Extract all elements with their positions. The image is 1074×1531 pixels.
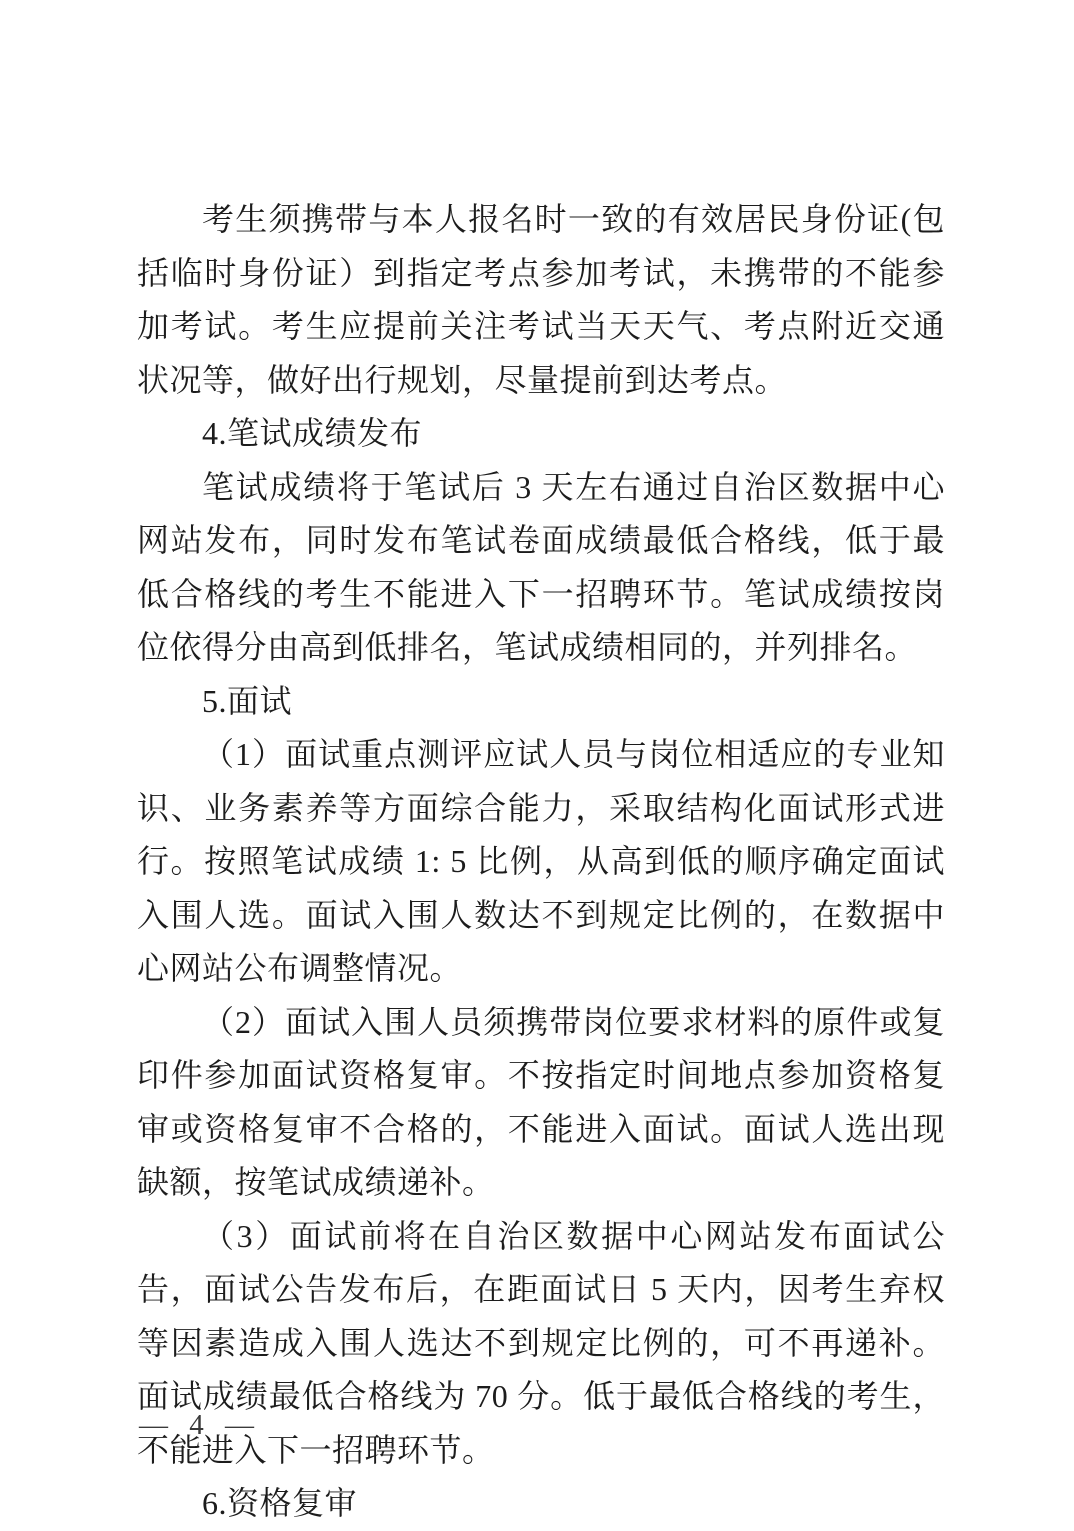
section-heading-written-test-results: 4.笔试成绩发布 xyxy=(202,415,423,451)
paragraph-exam-attendance-requirements: 考生须携带与本人报名时一致的有效居民身份证(包括临时身份证）到指定考点参加考试，未携带的不能参加考试。考生应提前关注考试当天天气、考点附近交通状况等，做好出行规划，尽量提前到达考点。 xyxy=(137,201,945,398)
section-heading-interview: 5.面试 xyxy=(202,682,293,719)
paragraph-interview-item-1: （1）面试重点测评应试人员与岗位相适应的专业知识、业务素养等方面综合能力，采取结构化面试形式进行。按照笔试成绩 1: 5 比例，从高到低的顺序确定面试入围人选。面试入围人数达不到规定比例的，在数据中心网站公布调整情况。 xyxy=(137,736,945,986)
paragraph-interview-item-3: （3）面试前将在自治区数据中心网站发布面试公告，面试公告发布后，在距面试日 5 天内，因考生弃权等因素造成入围人选达不到规定比例的，可不再递补。面试成绩最低合格线为 70 分。低于最低合格线的考生，不能进入下一招聘环节。 xyxy=(137,1217,945,1468)
page-number: — 4 — xyxy=(139,1409,261,1441)
document-body xyxy=(137,193,945,1531)
paragraph-interview-item-2: （2）面试入围人员须携带岗位要求材料的原件或复印件参加面试资格复审。不按指定时间地点参加资格复审或资格复审不合格的，不能进入面试。面试人选出现缺额，按笔试成绩递补。 xyxy=(137,1003,945,1200)
paragraph-written-test-results-release: 笔试成绩将于笔试后 3 天左右通过自治区数据中心网站发布，同时发布笔试卷面成绩最低合格线，低于最低合格线的考生不能进入下一招聘环节。笔试成绩按岗位依得分由高到低排名，笔试成绩相同的，并列排名。 xyxy=(137,468,945,665)
section-heading-qualification-review: 6.资格复审 xyxy=(202,1485,358,1521)
